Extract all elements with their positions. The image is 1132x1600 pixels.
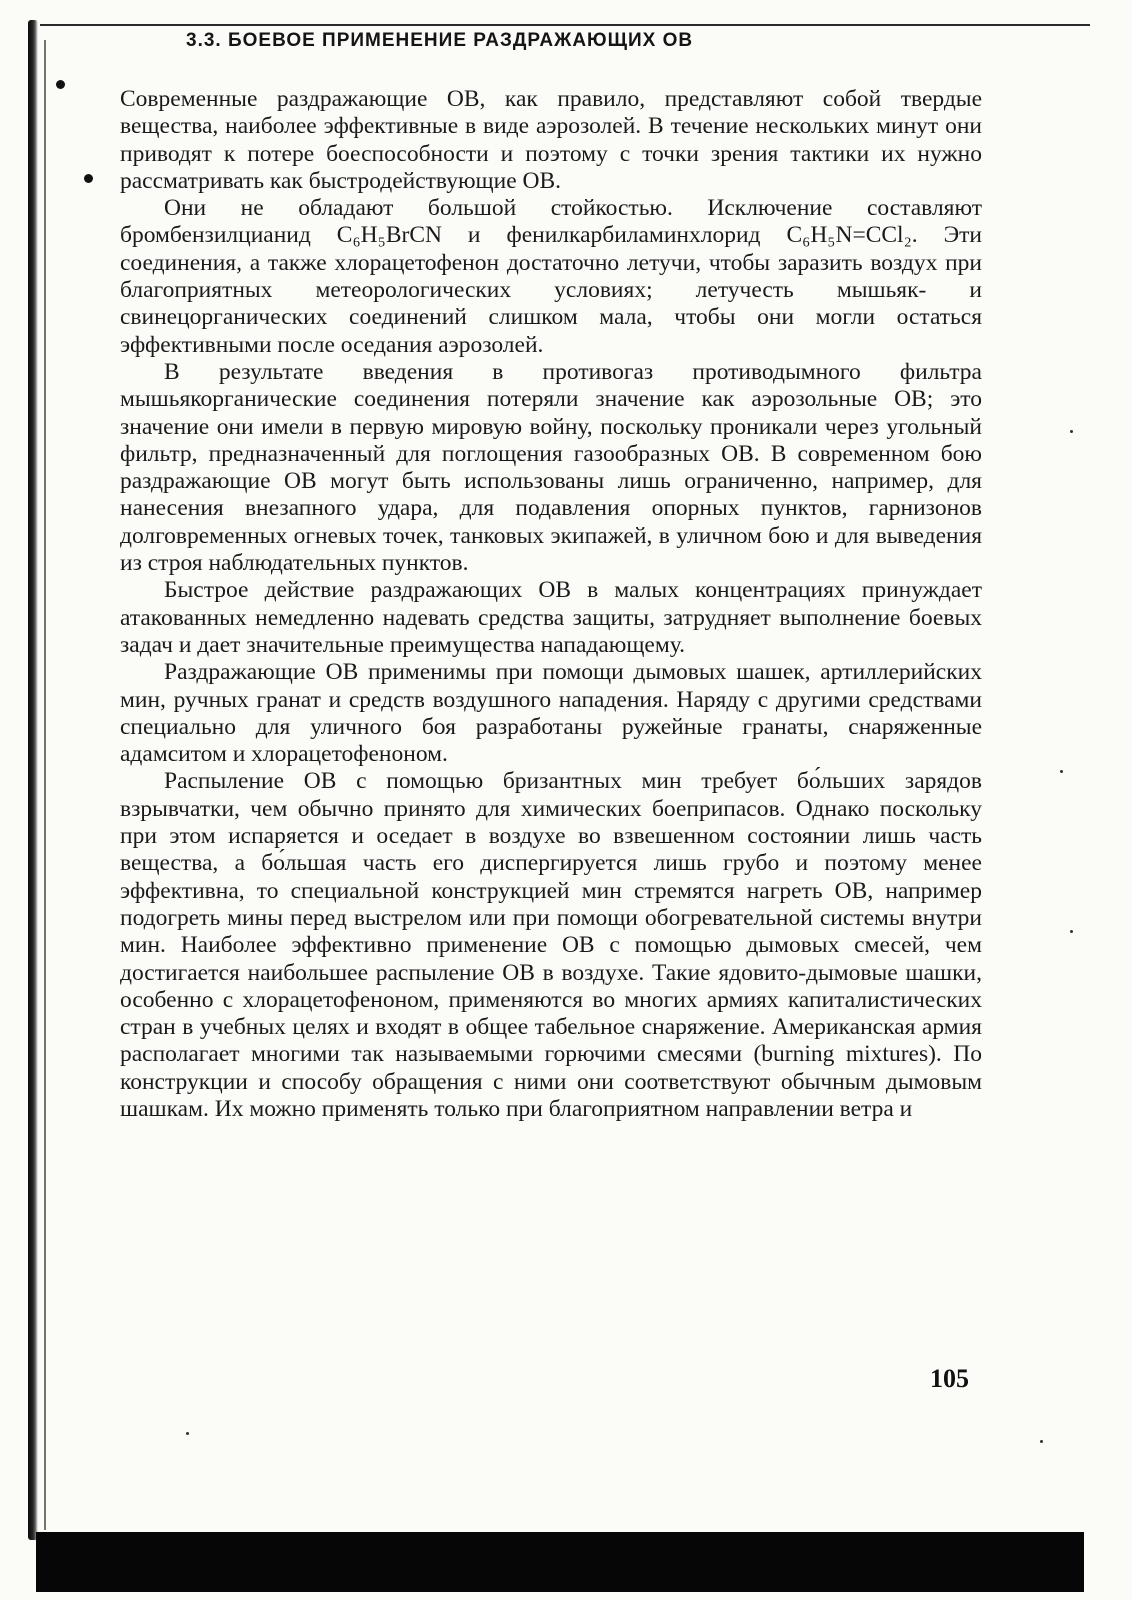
paragraph: В результате введения в противогаз противодымного фильтра мышьякорганические соединения потеряли значение как аэрозольные ОВ; это значение они имели в первую мировую войну, поскольку проникали через угольный фильтр, предназначенный для поглощения газообразных ОВ. В современном бою раздражающие ОВ могут быть использованы лишь ограниченно, например, для нанесения внезапного удара, для подавления опорных пунктов, гарнизонов долговременных огневых точек, танковых экипажей, в уличном бою и для выведения из строя наблюдательных пунктов. [120,358,982,577]
body-text [120,86,982,1123]
section-heading: 3.3. БОЕВОЕ ПРИМЕНЕНИЕ РАЗДРАЖАЮЩИХ ОВ [186,30,694,51]
scan-mark [56,80,65,89]
scan-speck [1060,770,1063,773]
page-binding-edge [28,20,38,1540]
paragraph: Они не обладают большой стойкостью. Исключение составляют бромбензилцианид C₆H₅BrCN и фенилкарбиламинхлорид C₆H₅N=CCl₂. Эти соединения, а также хлорацетофенон достаточно летучи, чтобы заразить воздух при благоприятных метеорологических условиях; летучесть мышьяк- и свинецорганических соединений слишком мала, чтобы они могли остаться эффективными после оседания аэрозолей. [120,195,982,358]
paragraph: Раздражающие ОВ применимы при помощи дымовых шашек, артиллерийских мин, ручных гранат и средств воздушного нападения. Наряду с другими средствами специально для уличного боя разработаны ружейные гранаты, снаряженные адамситом и хлорацетофеноном. [120,659,982,768]
page-number: 105 [930,1364,969,1393]
paragraph: Современные раздражающие ОВ, как правило, представляют собой твердые вещества, наиболее эффективные в виде аэрозолей. В течение нескольких минут они приводят к потере боеспособности и поэтому с точки зрения тактики их нужно рассматривать как быстродействующие ОВ. [120,86,982,194]
scan-bottom-shadow [36,1532,1084,1592]
paragraph: Быстрое действие раздражающих ОВ в малых концентрациях принуждает атакованных немедленно надевать средства защиты, затрудняет выполнение боевых задач и дает значительные преимущества нападающему. [120,577,982,658]
top-rule [40,24,1090,26]
scan-mark [84,174,93,183]
scan-speck [1070,430,1073,433]
scan-speck [1070,930,1073,933]
scan-speck [1040,1440,1043,1443]
page-binding-line [44,40,46,1530]
paragraph: Распыление ОВ с помощью бризантных мин требует бо́льших зарядов взрывчатки, чем обычно принято для химических боеприпасов. Однако поскольку при этом испаряется и оседает в воздухе во взвешенном состоянии лишь часть вещества, а бо́льшая часть его диспергируется лишь грубо и поэтому менее эффективна, то специальной конструкцией мин стремятся нагреть ОВ, например подогреть мины перед выстрелом или при помощи обогревательной системы внутри мин. Наиболее эффективно применение ОВ с помощью дымовых смесей, чем достигается наибольшее распыление ОВ в воздухе. Такие ядовито-дымовые шашки, особенно с хлорацетофеноном, применяются во многих армиях капиталистических стран в учебных целях и входят в общее табельное снаряжение. Американская армия располагает многими так называемыми горючими смесями (burning mixtures). По конструкции и способу обращения с ними они соответствуют обычным дымовым шашкам. Их можно применять только при благоприятном направлении ветра и [120,768,982,1122]
scan-speck [186,1432,189,1435]
